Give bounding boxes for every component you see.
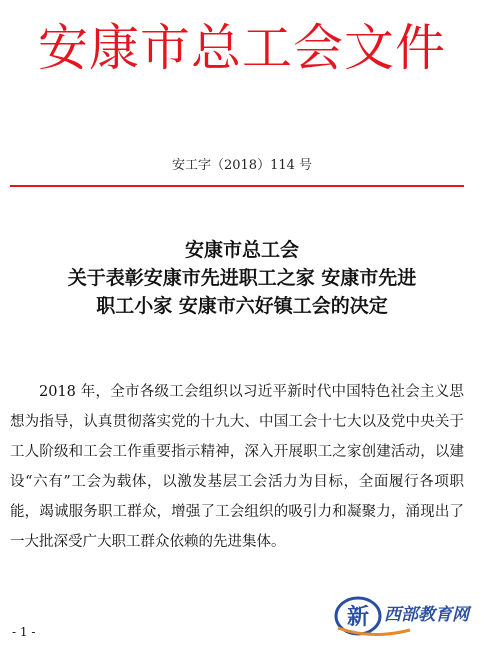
red-divider-line [10,185,464,187]
document-header-title: 安康市总工会文件 [38,19,446,77]
xibu-jiaoyu-watermark-logo [332,586,482,642]
watermark-text: 西部教育网 [384,605,469,625]
page-number: - 1 - [12,625,36,639]
decision-title-line-1: 安康市总工会 [184,239,299,261]
decision-title-line-2: 关于表彰安康市先进职工之家 安康市先进 [67,267,417,289]
body-text [10,377,464,557]
body-paragraph: 2018 年，全市各级工会组织以习近平新时代中国特色社会主义思想为指导，认真贯彻落实党的十九大、中国工会十七大以及党中央关于工人阶级和工会工作重要指示精神，深入开展职工之家创建活动，以建设“六有”工会为载体，以激发基层工会活力为目标，全面履行各项职能，竭诚服务职工群众，增强了工会组织的吸引力和凝聚力，涌现出了一大批深受广大职工群众依赖的先进集体。 [10,384,464,550]
decision-title [0,236,484,320]
watermark-logo-char: 新 [346,605,370,630]
document-number: 安工字（2018）114 号 [171,158,313,173]
decision-title-line-3: 职工小家 安康市六好镇工会的决定 [96,295,388,317]
